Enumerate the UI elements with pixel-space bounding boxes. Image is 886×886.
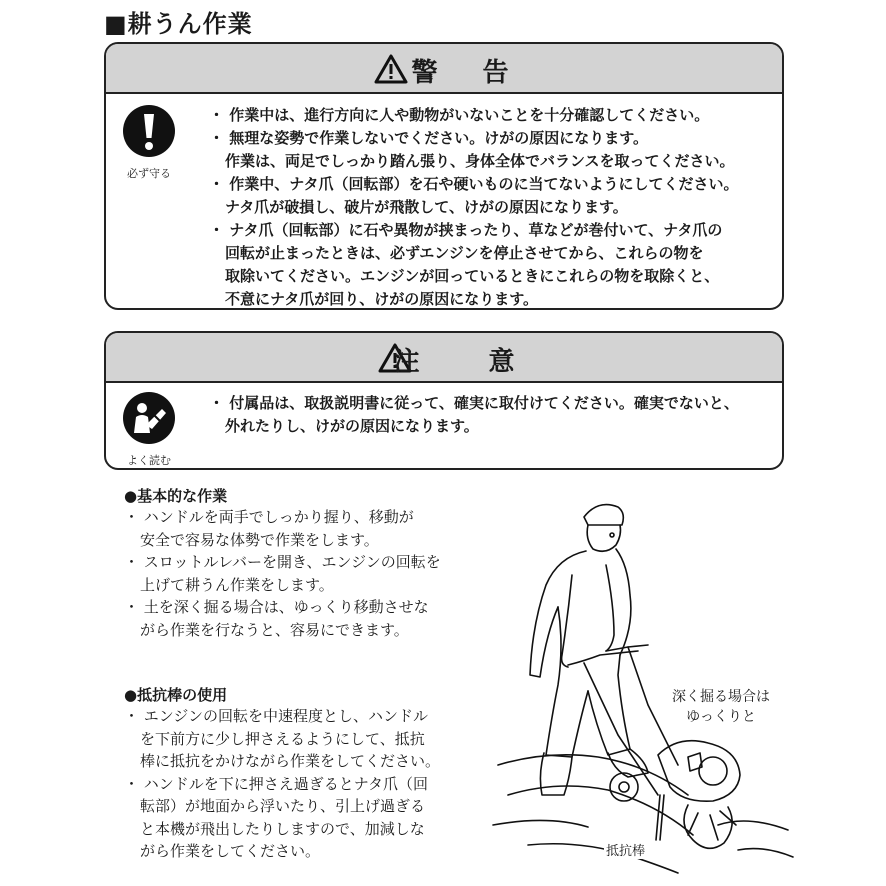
deep-dig-callout-line: 深く掘る場合は: [672, 689, 770, 705]
warning-line: 作業は、両足でしっかり踏ん張り、身体全体でバランスを取ってください。: [225, 152, 735, 170]
must-observe-label: 必ず守る: [127, 167, 171, 180]
warning-heading: 警 告: [411, 58, 527, 88]
basic-line: 安全で容易な体勢で作業をします。: [140, 530, 379, 549]
exclamation-circle-icon: [122, 104, 176, 158]
deep-dig-callout: [672, 687, 770, 727]
read-manual-icon: [122, 391, 176, 445]
warning-line: ・ 無理な姿勢で作業しないでください。けがの原因になります。: [209, 129, 649, 147]
caution-box: [104, 331, 784, 470]
warning-line: 不意にナタ爪が回り、けがの原因になります。: [225, 290, 539, 308]
resistance-bar-heading: ●抵抗棒の使用: [124, 686, 228, 704]
resistance-line: 棒に抵抗をかけながら作業をしてください。: [140, 752, 441, 770]
resistance-bar-callout: 抵抗棒: [604, 840, 647, 859]
warning-line: 取除いてください。エンジンが回っているときにこれらの物を取除くと、: [225, 267, 720, 285]
resistance-line: ・ ハンドルを下に押さえ過ぎるとナタ爪（回: [124, 774, 429, 793]
caution-line: ・ 付属品は、取扱説明書に従って、確実に取付けてください。確実でないと、: [209, 394, 739, 412]
caution-header: [106, 333, 782, 383]
read-carefully-badge: [122, 391, 176, 468]
basic-work-heading: ●基本的な作業: [124, 487, 228, 505]
warning-line: ・ 作業中、ナタ爪（回転部）を石や硬いものに当てないようにしてください。: [209, 175, 739, 193]
read-carefully-label: よく読む: [127, 454, 171, 467]
caution-heading: 注 意: [393, 347, 545, 377]
warning-header: [106, 44, 782, 94]
basic-line: ・ ハンドルを両手でしっかり握り、移動が: [124, 508, 414, 526]
deep-dig-callout-line: ゆっくりと: [686, 709, 756, 725]
caution-line: 外れたりし、けがの原因になります。: [225, 417, 479, 435]
basic-line: がら作業を行なうと、容易にできます。: [140, 620, 409, 639]
warning-line: ・ ナタ爪（回転部）に石や異物が挟まったり、草などが巻付いて、ナタ爪の: [209, 221, 723, 239]
resistance-line: ・ エンジンの回転を中速程度とし、ハンドル: [124, 707, 429, 725]
resistance-line: がら作業をしてください。: [140, 842, 321, 860]
resistance-line: を下前方に少し押さえるようにして、抵抗: [140, 729, 425, 748]
basic-line: ・ 土を深く掘る場合は、ゆっくり移動させな: [124, 598, 429, 616]
caution-text: [209, 392, 739, 438]
warning-line: ナタ爪が破損し、破片が飛散して、けがの原因になります。: [225, 198, 628, 216]
warning-line: 回転が止まったときは、必ずエンジンを停止させてから、これらの物を: [225, 244, 704, 262]
warning-line: ・ 作業中は、進行方向に人や動物がいないことを十分確認してください。: [209, 106, 710, 124]
basic-line: ・ スロットルレバーを開き、エンジンの回転を: [124, 553, 441, 571]
resistance-line: 転部）が地面から浮いたり、引上げ過ぎる: [140, 797, 426, 815]
resistance-bar-text: [124, 705, 440, 863]
tiller-operator-illustration: [488, 495, 798, 875]
warning-text: [209, 104, 738, 310]
must-observe-badge: [122, 104, 176, 181]
warning-box: [104, 42, 784, 310]
page-title: ■耕うん作業: [104, 10, 253, 38]
resistance-line: と本機が飛出したりしますので、加減しな: [140, 819, 425, 838]
basic-work-text: [124, 506, 441, 641]
basic-line: 上げて耕うん作業をします。: [140, 575, 334, 594]
